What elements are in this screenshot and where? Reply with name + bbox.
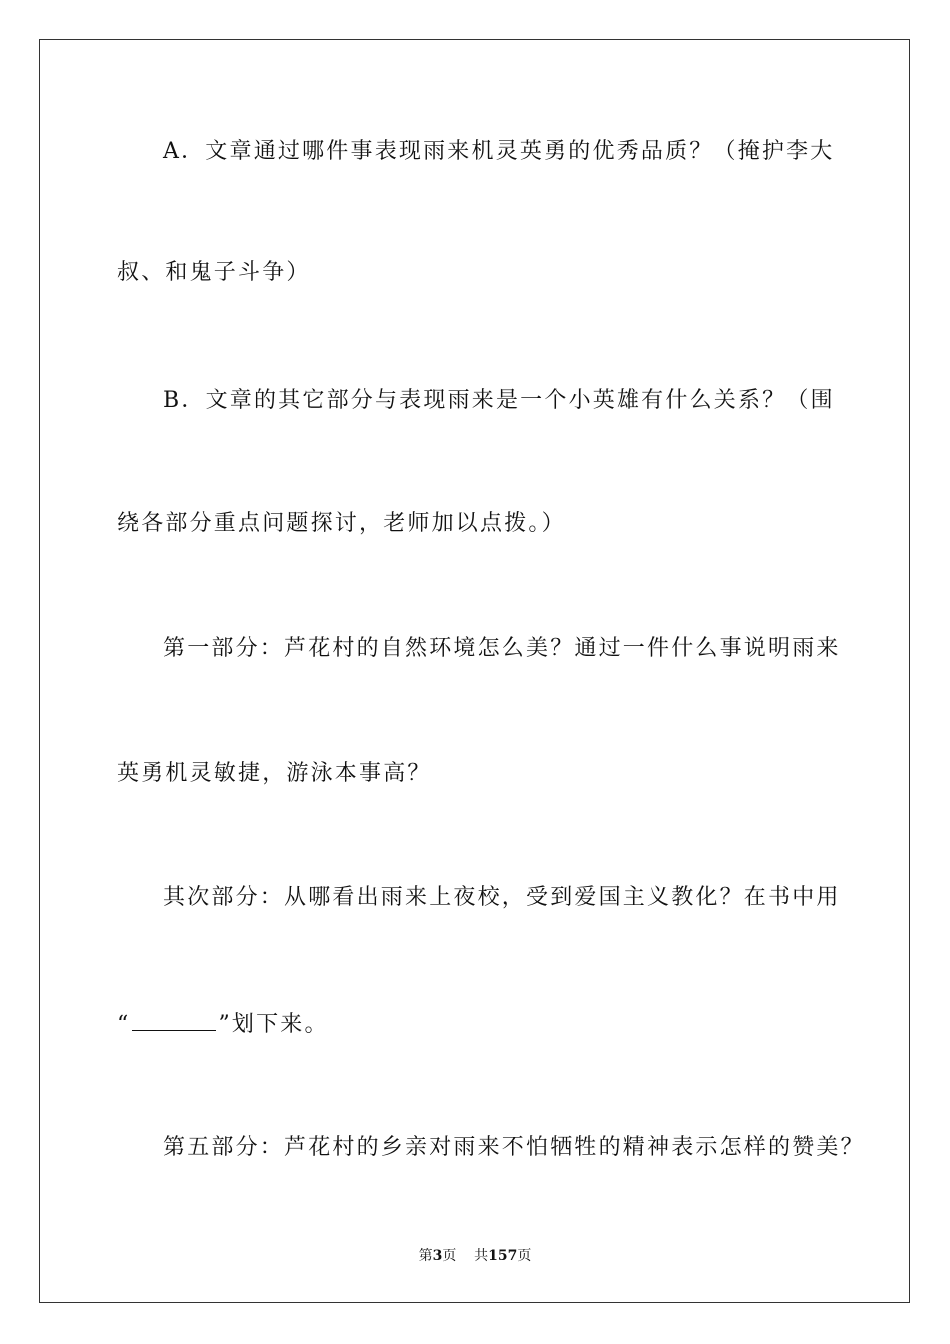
footer-page-prefix: 第 [418, 1248, 433, 1264]
quote-tail-text: ”划下来。 [218, 1012, 329, 1037]
paragraph-line-5: 第一部分：芦花村的自然环境怎么美？通过一件什么事说明雨来 [163, 636, 841, 661]
page-border [39, 39, 910, 1303]
paragraph-line-9: 第五部分：芦花村的乡亲对雨来不怕牺牲的精神表示怎样的赞美？ [163, 1135, 865, 1160]
footer-page-number: 3 [432, 1248, 443, 1264]
paragraph-line-6: 英勇机灵敏捷，游泳本事高？ [117, 761, 432, 786]
footer-total-suffix: 页 [517, 1248, 532, 1264]
footer-page-suffix: 页 [442, 1248, 457, 1264]
paragraph-line-4: 绕各部分重点问题探讨，老师加以点拨。） [117, 511, 566, 536]
footer-total-prefix: 共 [474, 1248, 489, 1264]
paragraph-line-8 [117, 1010, 837, 1040]
fill-in-blank [132, 1010, 216, 1031]
paragraph-line-7: 其次部分：从哪看出雨来上夜校，受到爱国主义教化？在书中用 [163, 885, 841, 910]
paragraph-line-1: A．文章通过哪件事表现雨来机灵英勇的优秀品质？（掩护李大 [163, 139, 835, 164]
open-quote: “ [117, 1012, 131, 1037]
paragraph-line-3: B．文章的其它部分与表现雨来是一个小英雄有什么关系？（围 [163, 388, 835, 413]
footer-total-pages: 157 [488, 1248, 518, 1264]
page-footer [0, 1245, 950, 1265]
paragraph-line-2: 叔、和鬼子斗争） [117, 260, 311, 285]
